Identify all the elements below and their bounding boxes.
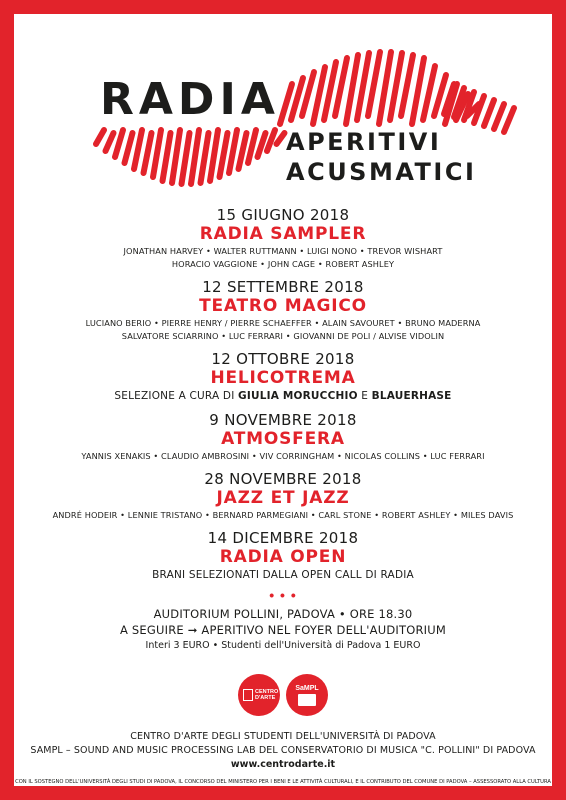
event-6	[14, 529, 552, 583]
event-artists: ANDRÉ HODEIR • LENNIE TRISTANO • BERNARD PARMEGIANI • CARL STONE • ROBERT ASHLEY • MILES DAVIS	[52, 510, 514, 520]
event-title: RADIA OPEN	[219, 547, 347, 567]
event-1	[14, 206, 552, 271]
curator-name: GIULIA MORUCCHIO	[238, 390, 358, 402]
stripe-mark	[96, 130, 104, 144]
event-artists: SALVATORE SCIARRINO • LUC FERRARI • GIOVANNI DE POLI / ALVISE VIDOLIN	[121, 331, 445, 341]
stripe-mark	[201, 133, 209, 183]
ticket-prices: Interi 3 EURO • Studenti dell'Università di Padova 1 EURO	[145, 640, 421, 651]
stripe-mark	[229, 130, 237, 173]
event-artists: YANNIS XENAKIS • CLAUDIO AMBROSINI • VIV CORRINGHAM • NICOLAS COLLINS • LUC FERRARI	[81, 451, 485, 461]
separator-dots: • • •	[269, 587, 297, 603]
stripe-mark	[106, 133, 114, 151]
venue-line: AUDITORIUM POLLINI, PADOVA • ORE 18.30	[153, 607, 413, 621]
stripe-mark	[220, 133, 228, 177]
stripe-mark	[210, 130, 218, 181]
event-4	[14, 411, 552, 463]
logo2-label: SaMPL	[295, 684, 319, 692]
logos	[14, 674, 552, 722]
desc-conjunction: E	[357, 390, 372, 402]
event-date: 12 OTTOBRE 2018	[211, 350, 355, 368]
program	[14, 206, 552, 653]
event-date: 14 DICEMBRE 2018	[207, 529, 359, 547]
footer-sampl: SAMPL – SOUND AND MUSIC PROCESSING LAB DEL CONSERVATORIO DI MUSICA "C. POLLINI" DI PADOVA	[30, 745, 536, 756]
stripe-mark	[144, 133, 152, 173]
stripe-mark	[163, 133, 171, 181]
logo-building-icon	[298, 694, 316, 706]
event-title: ATMOSFERA	[221, 429, 345, 449]
event-title: HELICOTREMA	[210, 368, 356, 388]
footer-credits: CON IL SOSTEGNO DELL'UNIVERSITÀ DEGLI STUDI DI PADOVA, IL CONCORSO DEL MINISTERO PER I BENI E LE ATTIVITÀ CULTURALI, E IL CONTRIBUTO DEL COMUNE DI PADOVA – ASSESSORATO ALLA CULTURA	[15, 779, 551, 785]
event-description: BRANI SELEZIONATI DALLA OPEN CALL DI RADIA	[152, 569, 414, 581]
stripe-mark	[494, 104, 504, 129]
event-title: JAZZ ET JAZZ	[216, 488, 350, 508]
logo-box-icon	[243, 689, 253, 701]
subtitle-acusmatici: ACUSMATICI	[286, 158, 477, 186]
event-description	[14, 389, 552, 404]
footer-organizer: CENTRO D'ARTE DEGLI STUDENTI DELL'UNIVERSITÀ DI PADOVA	[130, 731, 436, 742]
stripe-mark	[277, 133, 285, 144]
stripe-mark	[504, 108, 514, 132]
stripe-mark	[182, 133, 190, 184]
event-date: 15 GIUGNO 2018	[216, 206, 350, 224]
footer	[14, 730, 552, 788]
radia-title: RADIA	[100, 74, 280, 125]
subtitle-aperitivi: APERITIVI	[286, 128, 442, 156]
event-3	[14, 350, 552, 404]
sampl-logo	[286, 674, 328, 716]
stripe-mark	[258, 133, 266, 157]
event-date: 28 NOVEMBRE 2018	[204, 470, 362, 488]
stripe-mark	[153, 130, 161, 177]
event-date: 9 NOVEMBRE 2018	[209, 411, 357, 429]
poster-header	[14, 44, 552, 204]
aperitivo-line: A SEGUIRE ➞ APERITIVO NEL FOYER DELL'AUDITORIUM	[120, 623, 446, 637]
desc-prefix: SELEZIONE A CURA DI	[114, 390, 239, 402]
stripe-mark	[125, 133, 133, 163]
event-artists: HORACIO VAGGIONE • JOHN CAGE • ROBERT ASHLEY	[171, 259, 395, 269]
footer-url[interactable]: www.centrodarte.it	[230, 759, 336, 770]
event-date: 12 SETTEMBRE 2018	[202, 278, 364, 296]
logo1-label: CENTRO D'ARTE	[255, 689, 279, 701]
stripe-mark	[484, 100, 494, 126]
stripe-mark	[191, 130, 199, 184]
stripe-mark	[172, 130, 180, 183]
curator-name: BLAUERHASE	[371, 390, 452, 402]
event-title: RADIA SAMPLER	[199, 224, 367, 244]
event-2	[14, 278, 552, 343]
event-title: TEATRO MAGICO	[199, 296, 367, 316]
event-5	[14, 470, 552, 522]
poster	[14, 14, 552, 786]
stripe-mark	[134, 130, 142, 169]
event-artists: JONATHAN HARVEY • WALTER RUTTMANN • LUIGI NONO • TREVOR WISHART	[123, 246, 443, 256]
event-artists: LUCIANO BERIO • PIERRE HENRY / PIERRE SCHAEFFER • ALAIN SAVOURET • BRUNO MADERNA	[85, 318, 481, 328]
centro-darte-logo	[238, 674, 280, 716]
